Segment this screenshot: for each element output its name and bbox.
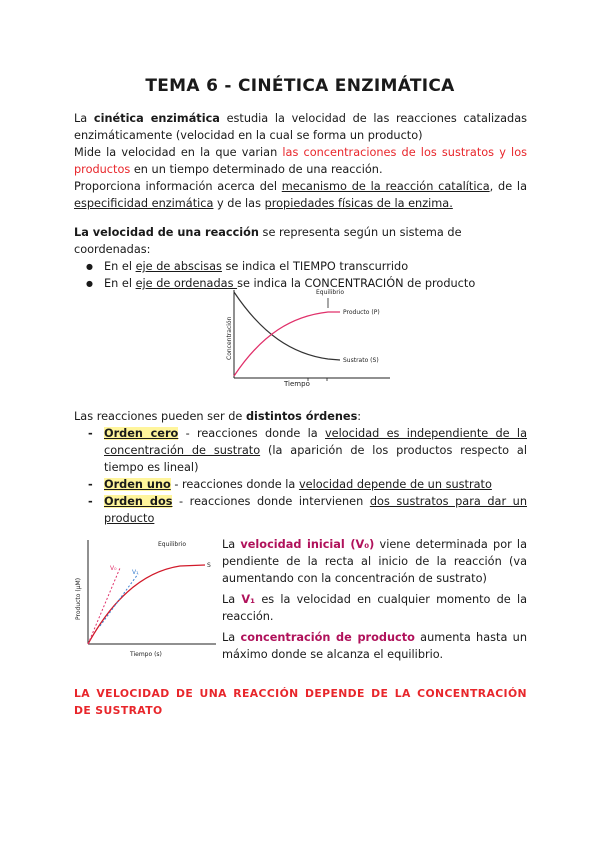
substrate-curve <box>234 292 340 360</box>
product-curve <box>88 565 205 644</box>
conclusion-heading: LA VELOCIDAD DE UNA REACCIÓN DEPENDE DE LA CONCENTRACIÓN DE SUSTRATO <box>74 687 527 717</box>
graph2-ylabel: Producto (μM) <box>75 577 82 620</box>
order-two-label: Orden dos <box>104 495 173 508</box>
order-two-item: - Orden dos - reacciones donde intervienen dos sustratos para dar un producto <box>88 495 527 525</box>
graph2-xlabel: Tiempo (s) <box>130 651 162 658</box>
order-one-label: Orden uno <box>104 478 171 491</box>
intro-paragraph-1: La cinética enzimática estudia la velocidad de las reacciones catalizadas enzimáticamente (velocidad en la cual se forma un producto) <box>74 112 527 142</box>
vt-label: V₁ <box>132 569 139 576</box>
graph1-xlabel: Tiempo <box>284 380 310 388</box>
vt-tangent <box>100 574 138 626</box>
side-paragraph-2: La V₁ es la velocidad en cualquier momento de la reacción. <box>222 593 528 623</box>
bullet-abscisas: ● En el eje de abscisas se indica el TIEMPO transcurrido <box>74 258 527 275</box>
order-zero-label: Orden cero <box>104 427 179 440</box>
sustrato-label: Sustrato (S) <box>343 357 379 364</box>
intro-paragraph-3: Proporciona información acerca del mecanismo de la reacción catalítica, de la especificidad enzimática y de las propiedades físicas de la enzima. <box>74 180 527 210</box>
velocity-section <box>74 224 527 292</box>
product-time-graph <box>70 534 218 660</box>
order-zero-item: - Orden cero - reacciones donde la velocidad es independiente de la concentración de sustrato (la aparición de los productos respecto al tiempo es lineal) <box>88 427 527 474</box>
s-label: S <box>207 562 211 569</box>
term-cinetica: cinética enzimática <box>93 112 220 125</box>
highlight-red-text: las concentraciones de los sustratos y los productos <box>74 146 527 176</box>
bullet-ordenadas: ● En el eje de ordenadas se indica la CONCENTRACIÓN de producto <box>74 275 527 292</box>
velocity-lead: La velocidad de una reacción se representa según un sistema de coordenadas: <box>74 226 462 256</box>
equilibrio-label: Equilibrio <box>158 541 187 548</box>
intro-paragraph-2: Mide la velocidad en la que varian las concentraciones de los sustratos y los productos en un tiempo determinado de una reacción. <box>74 146 527 176</box>
concentration-time-graph <box>222 284 392 390</box>
equilibrio-label: Equilibrio <box>316 289 345 296</box>
orders-section <box>74 408 527 527</box>
graph1-ylabel: Concentración <box>226 316 233 360</box>
product-curve <box>234 312 340 376</box>
side-paragraph-3: La concentración de producto aumenta hasta un máximo donde se alcanza el equilibrio. <box>222 631 528 661</box>
producto-label: Producto (P) <box>343 309 380 316</box>
page-title: TEMA 6 - CINÉTICA ENZIMÁTICA <box>145 76 455 96</box>
intro-section <box>74 110 527 212</box>
orders-lead: Las reacciones pueden ser de distintos órdenes: <box>74 410 362 423</box>
order-one-item: - Orden uno - reacciones donde la velocidad depende de un sustrato <box>88 478 492 491</box>
side-paragraph-1: La velocidad inicial (V₀) viene determinada por la pendiente de la recta al inicio de la reacción (va aumentando con la concentración de sustrato) <box>222 538 527 585</box>
side-explanation <box>222 536 527 663</box>
v0-label: V₀ <box>110 565 117 572</box>
